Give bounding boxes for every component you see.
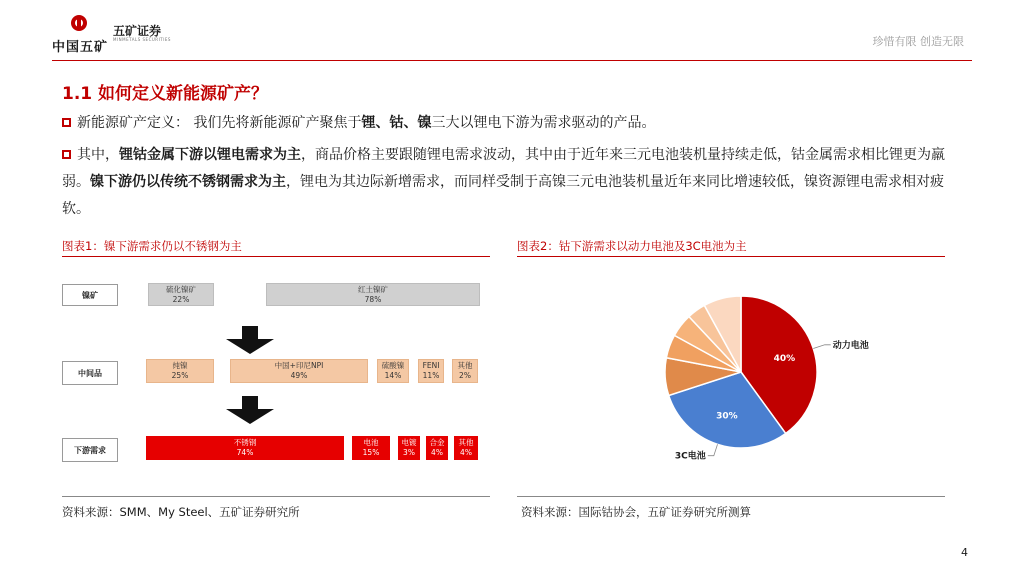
segment-battery: 电池 15% bbox=[352, 436, 390, 460]
pie-leader-line bbox=[708, 444, 718, 455]
row-label-intermediate: 中间品 bbox=[62, 361, 118, 385]
segment-electroplating: 电镀 3% bbox=[398, 436, 420, 460]
segment-npi: 中国+印尼NPI 49% bbox=[230, 359, 368, 383]
analysis-paragraph: 其中，锂钴金属下游以锂电需求为主，商品价格主要跟随锂电需求波动，其中由于近年来三元电池装机量持续走低，钴金属需求相比锂更为羸弱。镍下游仍以传统不锈钢需求为主，锂电为其边际新增需求，而同样受制于高镍三元电池装机量近年来同比增速较低，镍资源锂电需求相对疲软。 bbox=[62, 147, 945, 217]
segment-laterite-ore: 红土镍矿 78% bbox=[266, 283, 480, 306]
figure2-caption-rule bbox=[517, 256, 945, 257]
company-logo-icon bbox=[68, 14, 90, 32]
page-number: 4 bbox=[961, 546, 968, 559]
figure1-source: 资料来源：SMM、My Steel、五矿证券研究所 bbox=[62, 505, 300, 519]
header-divider bbox=[52, 60, 972, 61]
bullet-square-icon bbox=[62, 118, 71, 127]
down-arrow-icon bbox=[226, 396, 274, 424]
nickel-flow-diagram bbox=[62, 270, 490, 470]
company-logo-text: 中国五矿 bbox=[52, 40, 109, 55]
segment-pure-nickel: 纯镍 25% bbox=[146, 359, 214, 383]
segment-feni: FENI 11% bbox=[418, 359, 444, 383]
definition-paragraph: 新能源矿产定义： 我们先将新能源矿产聚焦于锂、钴、镍三大以锂电下游为需求驱动的产品。 bbox=[62, 110, 960, 137]
figure2-caption: 图表2：钴下游需求以动力电池及3C电池为主 bbox=[517, 239, 747, 253]
pie-slice-value-label: 30% bbox=[716, 411, 738, 422]
header-slogan: 珍惜有限 创造无限 bbox=[872, 35, 964, 48]
figure1-caption: 图表1：镍下游需求仍以不锈钢为主 bbox=[62, 239, 242, 253]
figure1-caption-rule bbox=[62, 256, 490, 257]
figure1-source-rule bbox=[62, 496, 490, 497]
pie-leader-line bbox=[813, 345, 830, 349]
securities-en-name: MINMETALS SECURITIES bbox=[113, 37, 171, 42]
pie-slice-value-label: 40% bbox=[773, 353, 796, 364]
row-label-downstream: 下游需求 bbox=[62, 438, 118, 462]
down-arrow-icon bbox=[226, 326, 274, 354]
page-title: 1.1 如何定义新能源矿产？ bbox=[62, 84, 269, 104]
pie-slice-name-label: 动力电池 bbox=[832, 340, 869, 351]
segment-alloy: 合金 4% bbox=[426, 436, 448, 460]
segment-intermediate-other: 其他 2% bbox=[452, 359, 478, 383]
cobalt-demand-pie-chart bbox=[517, 262, 945, 492]
row-label-nickel-ore: 镍矿 bbox=[62, 284, 118, 306]
segment-downstream-other: 其他 4% bbox=[454, 436, 478, 460]
bullet-square-icon bbox=[62, 150, 71, 159]
figure2-source: 资料来源：国际钴协会，五矿证券研究所测算 bbox=[521, 505, 751, 519]
securities-name: 五矿证券 bbox=[113, 24, 162, 38]
segment-nickel-sulfate: 硫酸镍 14% bbox=[377, 359, 409, 383]
pie-slice-name-label: 3C电池 bbox=[674, 451, 706, 462]
segment-stainless-steel: 不锈钢 74% bbox=[146, 436, 344, 460]
figure2-source-rule bbox=[517, 496, 945, 497]
segment-sulfide-ore: 硫化镍矿 22% bbox=[148, 283, 214, 306]
